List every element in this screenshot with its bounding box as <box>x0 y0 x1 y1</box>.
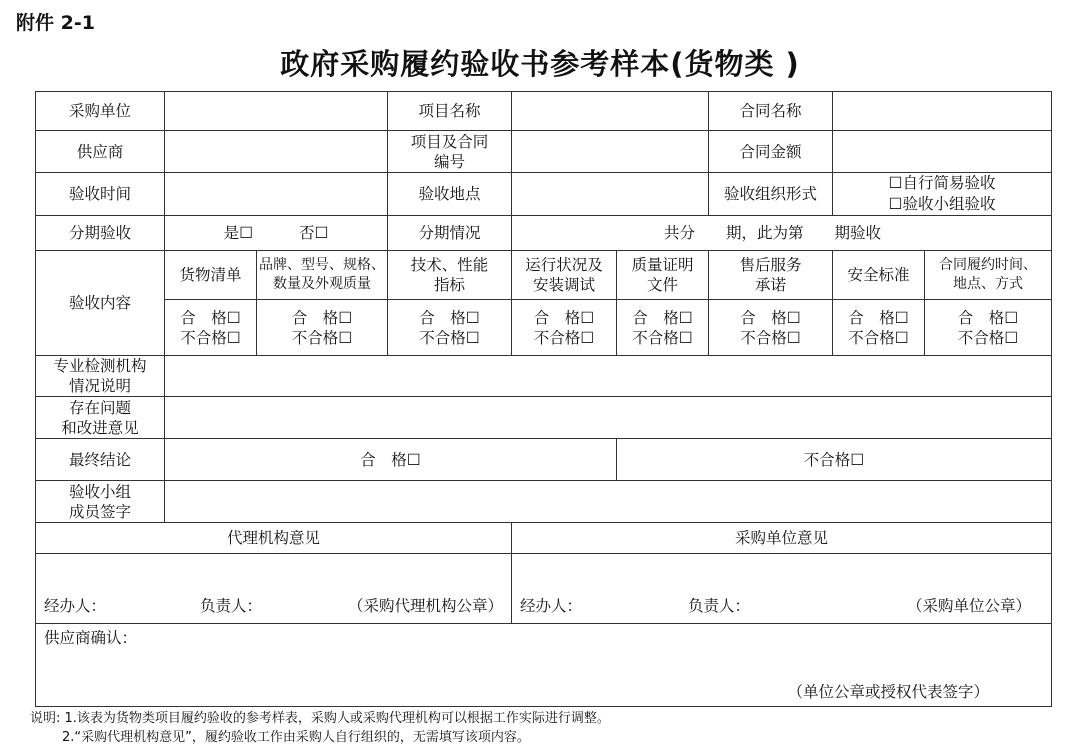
acceptance-form-table <box>35 91 1052 707</box>
agency-handler-label: 经办人： <box>44 597 107 615</box>
supplier-confirmation-label: 供应商确认： <box>44 629 138 647</box>
inspection-label: 专业检测机构 情况说明 <box>36 356 165 397</box>
agency-opinion-field[interactable] <box>36 554 512 624</box>
final-pass-checkbox[interactable]: 合 格☐ <box>165 439 617 481</box>
fail-checkbox[interactable]: 不合格☐ <box>632 328 693 347</box>
row-content-results <box>36 300 1052 356</box>
row-final-conclusion <box>36 439 1052 481</box>
project-contract-number-label-line1: 项目及合同 <box>410 132 489 151</box>
content-header-after-sales: 售后服务 承诺 <box>709 251 833 300</box>
result-safety-standard <box>833 300 925 356</box>
fail-checkbox[interactable]: 不合格☐ <box>740 328 801 347</box>
result-quality-docs <box>617 300 709 356</box>
document-title: 政府采购履约验收书参考样本(货物类 ) <box>280 47 800 81</box>
project-contract-number-label <box>388 131 512 173</box>
row-opinion-headers <box>36 523 1052 554</box>
pass-checkbox[interactable]: 合 格☐ <box>632 308 693 327</box>
acceptance-content-label: 验收内容 <box>36 251 165 356</box>
row-panel-signatures <box>36 481 1052 523</box>
row-issues <box>36 397 1052 439</box>
staged-status-label: 分期情况 <box>388 216 512 251</box>
staged-detail-text[interactable]: 共分 期，此为第 期验收 <box>512 216 1052 251</box>
pass-checkbox[interactable]: 合 格☐ <box>957 308 1019 327</box>
fail-checkbox[interactable]: 不合格☐ <box>848 328 909 347</box>
acceptance-location-value-field[interactable] <box>512 173 709 216</box>
acceptance-time-value-field[interactable] <box>165 173 388 216</box>
purchaser-label: 采购单位 <box>36 92 165 131</box>
result-tech-performance <box>388 300 512 356</box>
supplier-value-field[interactable] <box>165 131 388 173</box>
row-purchaser <box>36 92 1052 131</box>
content-header-brand-model: 品牌、型号、规格、 数量及外观质量 <box>257 251 388 300</box>
project-name-label: 项目名称 <box>388 92 512 131</box>
self-acceptance-checkbox[interactable]: ☐自行简易验收 <box>888 174 996 192</box>
project-name-value-field[interactable] <box>512 92 709 131</box>
fail-checkbox[interactable]: 不合格☐ <box>180 328 241 347</box>
project-contract-number-label-line2: 编号 <box>433 152 465 171</box>
staged-yes-checkbox[interactable]: 是☐ <box>223 224 254 242</box>
result-operation-installation <box>512 300 617 356</box>
supplier-signature-label: （单位公章或授权代表签字） <box>787 683 989 701</box>
row-opinions <box>36 554 1052 624</box>
project-contract-number-value-field[interactable] <box>512 131 709 173</box>
content-header-contract-performance: 合同履约时间、 地点、方式 <box>925 251 1052 300</box>
purchaser-opinion-header: 采购单位意见 <box>512 523 1052 554</box>
supplier-label: 供应商 <box>36 131 165 173</box>
row-supplier-confirmation <box>36 624 1052 707</box>
purchaser-handler-label: 经办人： <box>520 597 583 615</box>
final-conclusion-label: 最终结论 <box>36 439 165 481</box>
content-header-tech-performance: 技术、性能 指标 <box>388 251 512 300</box>
content-header-operation-installation: 运行状况及 安装调试 <box>512 251 617 300</box>
pass-checkbox[interactable]: 合 格☐ <box>740 308 801 327</box>
acceptance-method-label: 验收组织形式 <box>709 173 833 216</box>
fail-checkbox[interactable]: 不合格☐ <box>533 328 595 347</box>
panel-signature-label: 验收小组 成员签字 <box>36 481 165 523</box>
acceptance-method-options <box>833 173 1052 216</box>
note-line-2: 2.“采购代理机构意见”，履约验收工作由采购人自行组织的，无需填写该项内容。 <box>62 730 530 745</box>
purchaser-seal-label: （采购单位公章） <box>906 597 1031 615</box>
purchaser-value-field[interactable] <box>165 92 388 131</box>
row-staged-acceptance <box>36 216 1052 251</box>
agency-opinion-header: 代理机构意见 <box>36 523 512 554</box>
final-fail-checkbox[interactable]: 不合格☐ <box>617 439 1052 481</box>
staged-yes-no <box>165 216 388 251</box>
issues-value-field[interactable] <box>165 397 1052 439</box>
result-brand-model <box>257 300 388 356</box>
attachment-label: 附件 2-1 <box>16 12 95 34</box>
pass-checkbox[interactable]: 合 格☐ <box>533 308 595 327</box>
acceptance-time-label: 验收时间 <box>36 173 165 216</box>
acceptance-location-label: 验收地点 <box>388 173 512 216</box>
fail-checkbox[interactable]: 不合格☐ <box>291 328 353 347</box>
issues-label: 存在问题 和改进意见 <box>36 397 165 439</box>
row-supplier <box>36 131 1052 173</box>
row-inspection <box>36 356 1052 397</box>
pass-checkbox[interactable]: 合 格☐ <box>180 308 241 327</box>
panel-acceptance-checkbox[interactable]: ☐验收小组验收 <box>888 195 996 213</box>
pass-checkbox[interactable]: 合 格☐ <box>291 308 353 327</box>
fail-checkbox[interactable]: 不合格☐ <box>957 328 1019 347</box>
inspection-value-field[interactable] <box>165 356 1052 397</box>
contract-name-label: 合同名称 <box>709 92 833 131</box>
contract-amount-value-field[interactable] <box>833 131 1052 173</box>
result-contract-performance <box>925 300 1052 356</box>
notes <box>30 709 610 747</box>
row-acceptance-time <box>36 173 1052 216</box>
pass-checkbox[interactable]: 合 格☐ <box>848 308 909 327</box>
panel-signature-field[interactable] <box>165 481 1052 523</box>
fail-checkbox[interactable]: 不合格☐ <box>419 328 480 347</box>
result-after-sales <box>709 300 833 356</box>
purchaser-responsible-label: 负责人： <box>688 597 751 615</box>
content-header-quality-docs: 质量证明 文件 <box>617 251 709 300</box>
staged-acceptance-label: 分期验收 <box>36 216 165 251</box>
contract-name-value-field[interactable] <box>833 92 1052 131</box>
result-goods-list <box>165 300 257 356</box>
pass-checkbox[interactable]: 合 格☐ <box>419 308 480 327</box>
agency-responsible-label: 负责人： <box>200 597 263 615</box>
staged-no-checkbox[interactable]: 否☐ <box>298 224 329 242</box>
supplier-confirmation-field[interactable] <box>36 624 1052 707</box>
row-content-headers <box>36 251 1052 300</box>
contract-amount-label: 合同金额 <box>709 131 833 173</box>
note-line-1: 说明: 1.该表为货物类项目履约验收的参考样表，采购人或采购代理机构可以根据工作实际进行调整。 <box>30 711 610 726</box>
agency-seal-label: （采购代理机构公章） <box>347 597 503 615</box>
purchaser-opinion-field[interactable] <box>512 554 1052 624</box>
content-header-safety-standard: 安全标准 <box>833 251 925 300</box>
content-header-goods-list: 货物清单 <box>165 251 257 300</box>
